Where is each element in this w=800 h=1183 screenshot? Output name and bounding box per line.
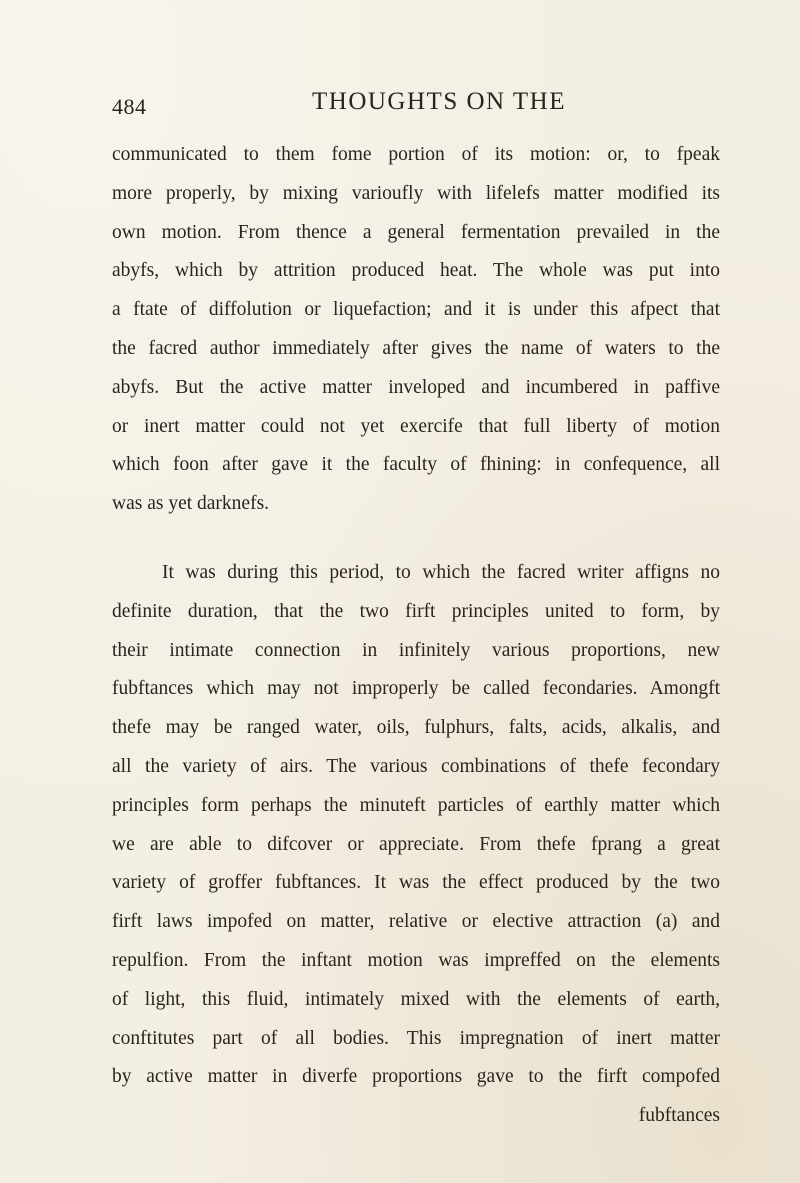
text-line: the facred author immediately after gives the name of waters to the: [112, 337, 720, 359]
text-line: their intimate connection in infinitely various proportions, new: [112, 639, 720, 661]
text-line: thefe may be ranged water, oils, fulphurs, falts, acids, alkalis, and: [112, 717, 720, 739]
text-line: firft laws impofed on matter, relative or elective attraction (a) and: [112, 911, 720, 933]
text-line: fubftances which may not improperly be called fecondaries. Amongft: [112, 678, 720, 700]
text-line: all the variety of airs. The various combinations of thefe fecondary: [112, 755, 720, 777]
text-line: more properly, by mixing varioufly with lifelefs matter modified its: [112, 182, 720, 204]
running-title: THOUGHTS ON THE: [312, 88, 566, 115]
text-line: conftitutes part of all bodies. This impregnation of inert matter: [112, 1027, 720, 1049]
page-number: 484: [112, 94, 147, 119]
text-line: repulfion. From the inftant motion was impreffed on the elements: [112, 949, 720, 971]
paragraph-2: [112, 554, 720, 1097]
text-line: of light, this fluid, intimately mixed with the elements of earth,: [112, 988, 720, 1010]
text-line: was as yet darknefs.: [112, 493, 270, 515]
text-line: It was during this period, to which the facred writer affigns no: [162, 561, 720, 583]
text-line: or inert matter could not yet exercife that full liberty of motion: [112, 415, 720, 437]
text-line: principles form perhaps the minuteft particles of earthly matter which: [112, 794, 720, 816]
body-text: [112, 136, 720, 1136]
text-line: we are able to difcover or appreciate. From thefe fprang a great: [112, 833, 720, 855]
text-line: definite duration, that the two firft principles united to form, by: [112, 600, 720, 622]
text-line: which foon after gave it the faculty of fhining: in confequence, all: [112, 454, 720, 476]
catchword: fubftances: [638, 1105, 720, 1127]
text-line: variety of groffer fubftances. It was the effect produced by the two: [112, 872, 720, 894]
paragraph-gap: [112, 524, 720, 554]
text-line: communicated to them fome portion of its motion: or, to fpeak: [112, 144, 720, 165]
text-line: own motion. From thence a general fermentation prevailed in the: [112, 221, 720, 243]
paragraph-1: [112, 136, 720, 524]
text-line: by active matter in diverfe proportions gave to the firft compofed: [112, 1066, 720, 1088]
text-line: a ftate of diffolution or liquefaction; and it is under this afpect that: [112, 299, 720, 321]
text-line: abyfs, which by attrition produced heat. The whole was put into: [112, 260, 720, 282]
text-line: abyfs. But the active matter inveloped and incumbered in paffive: [112, 376, 720, 398]
page-header: [112, 88, 732, 122]
